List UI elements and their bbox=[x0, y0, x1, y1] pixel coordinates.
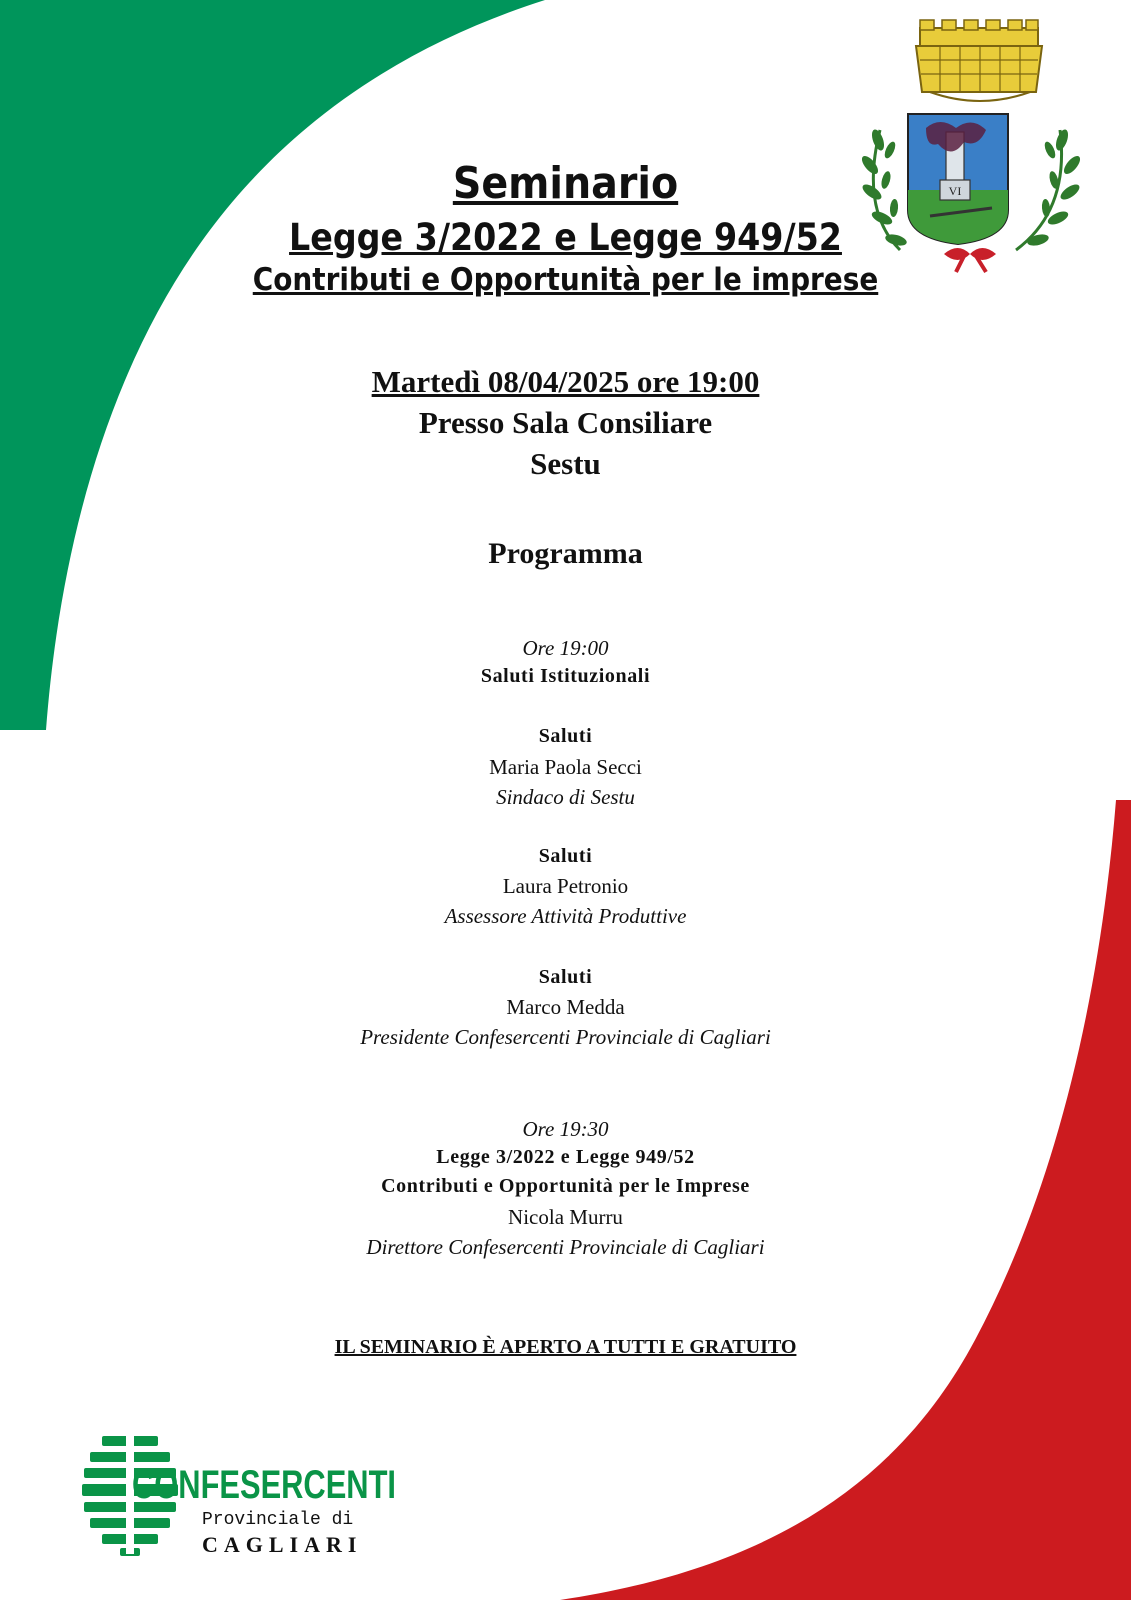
greeting3-speaker-role: Presidente Confesercenti Provinciale di Cagliari bbox=[360, 1025, 771, 1049]
session2-title-line2: Contributi e Opportunità per le Imprese bbox=[381, 1175, 750, 1197]
session1-title: Saluti Istituzionali bbox=[480, 665, 651, 687]
session1-time: Ore 19:00 bbox=[522, 636, 609, 660]
greeting2-speaker-name: Laura Petronio bbox=[502, 874, 629, 898]
session2-title-line1: Legge 3/2022 e Legge 949/52 bbox=[436, 1146, 695, 1168]
greeting3-label: Saluti bbox=[538, 966, 593, 988]
logo-city-text: CAGLIARI bbox=[202, 1532, 363, 1557]
greeting3-speaker-name: Marco Medda bbox=[506, 995, 625, 1019]
greeting2-label: Saluti bbox=[538, 845, 593, 867]
logo-province-text: Provinciale di bbox=[202, 1510, 354, 1530]
seminar-tagline: Contributi e Opportunità per le imprese bbox=[252, 262, 879, 298]
event-city: Sestu bbox=[530, 446, 601, 481]
greeting2-speaker-role: Assessore Attività Produttive bbox=[444, 904, 687, 928]
program-heading: Programma bbox=[488, 537, 643, 570]
logo-brand-text: CONFESERCENTI bbox=[132, 1463, 396, 1507]
seminar-title: Seminario bbox=[452, 158, 679, 209]
greeting1-speaker-name: Maria Paola Secci bbox=[489, 755, 642, 779]
event-date-time: Martedì 08/04/2025 ore 19:00 bbox=[371, 364, 760, 399]
event-venue: Presso Sala Consiliare bbox=[418, 405, 713, 440]
crown-icon bbox=[916, 20, 1042, 101]
session2-speaker-role: Direttore Confesercenti Provinciale di Cagliari bbox=[366, 1235, 765, 1259]
session2-speaker-name: Nicola Murru bbox=[508, 1205, 623, 1229]
greeting1-label: Saluti bbox=[538, 725, 593, 747]
confesercenti-logo bbox=[80, 1432, 420, 1560]
crest-shield-text: VI bbox=[948, 184, 962, 198]
session2-time: Ore 19:30 bbox=[522, 1117, 609, 1141]
free-entry-note: IL SEMINARIO È APERTO A TUTTI E GRATUITO bbox=[334, 1336, 797, 1358]
greeting1-speaker-role: Sindaco di Sestu bbox=[496, 785, 635, 809]
seminar-law-subtitle: Legge 3/2022 e Legge 949/52 bbox=[289, 216, 842, 259]
